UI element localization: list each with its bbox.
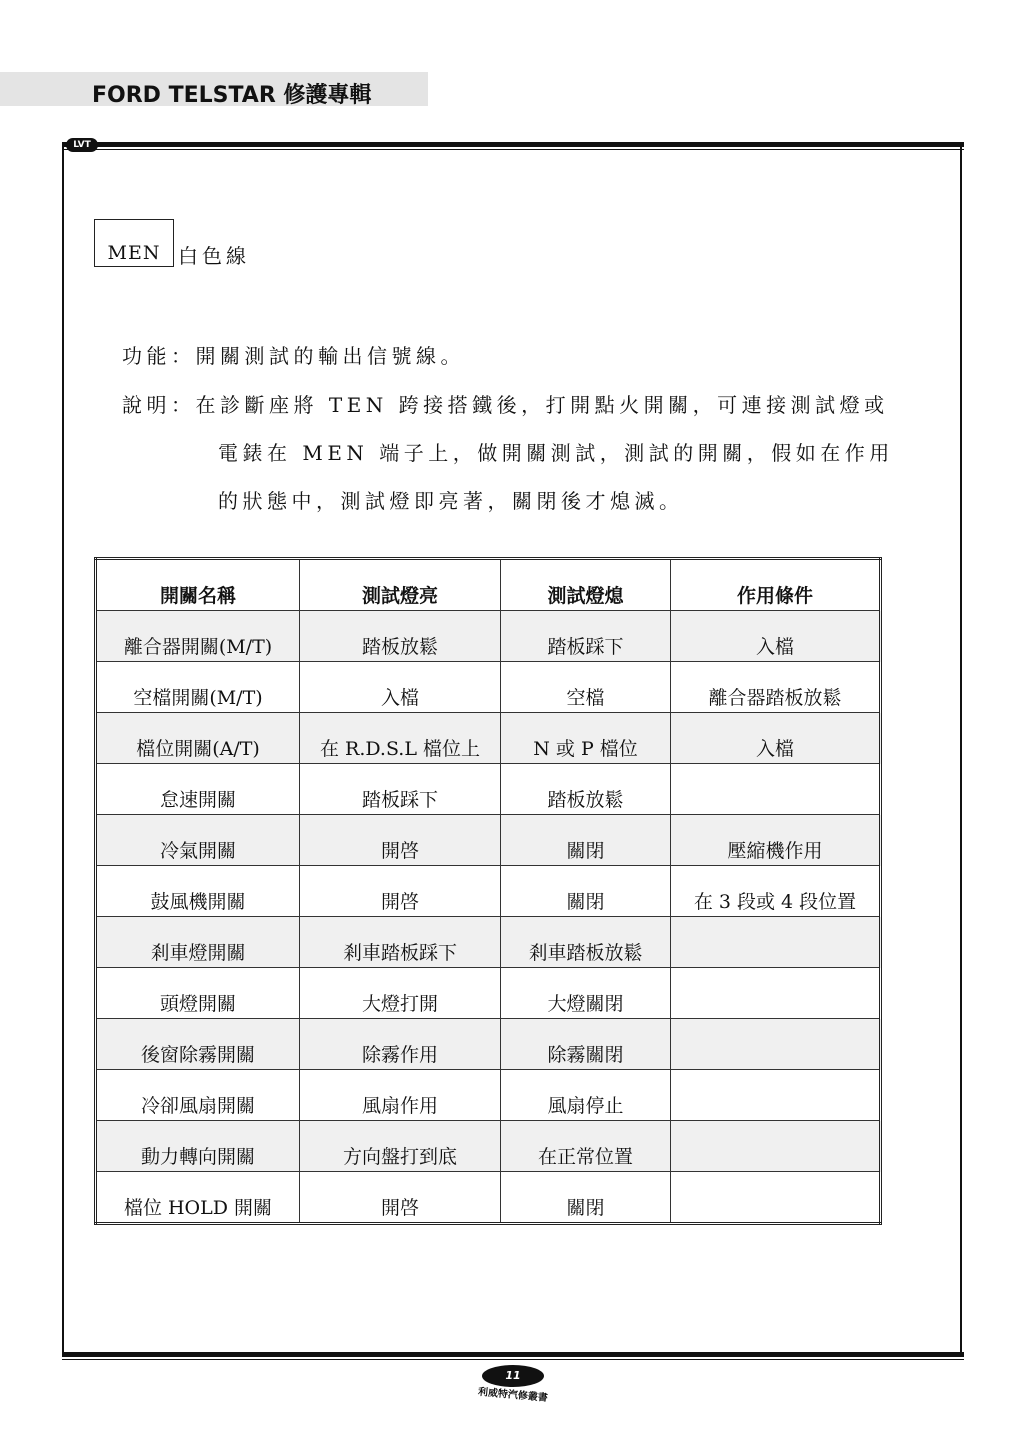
table-cell: 頭燈開關 [96, 968, 300, 1019]
page-number: 11 [482, 1365, 544, 1387]
table-cell: 動力轉向開關 [96, 1121, 300, 1172]
table-row [96, 764, 881, 815]
bottom-rule-thin [62, 1359, 964, 1360]
term-code-box: MEN [94, 219, 174, 267]
logo-badge: LVT [66, 138, 98, 152]
table-row [96, 611, 881, 662]
table-cell: 在 3 段或 4 段位置 [671, 866, 881, 917]
table-cell [671, 1121, 881, 1172]
table-header-row [96, 559, 881, 611]
table-cell: 開啓 [300, 1172, 501, 1224]
function-line: 功能：開關測試的輸出信號線。 [122, 344, 465, 368]
term-description: 白色線 [178, 244, 250, 268]
publisher-label: 利威特汽修叢書 [477, 1386, 549, 1405]
table-cell: 開啓 [300, 866, 501, 917]
table-cell: 冷氣開關 [96, 815, 300, 866]
table-cell [671, 968, 881, 1019]
table-row [96, 662, 881, 713]
table-cell: 入檔 [671, 713, 881, 764]
table-row [96, 968, 881, 1019]
header-lamp-off: 測試燈熄 [501, 559, 671, 611]
table-cell: 空檔開關(M/T) [96, 662, 300, 713]
explain-line-1: 說明：在診斷座將 TEN 跨接搭鐵後，打開點火開關，可連接測試燈或 [122, 393, 889, 417]
explain-line-2: 電錶在 MEN 端子上，做開關測試，測試的開關，假如在作用 [218, 441, 894, 465]
table-cell: 大燈打開 [300, 968, 501, 1019]
table-cell: 關閉 [501, 815, 671, 866]
table-cell: 怠速開關 [96, 764, 300, 815]
table-row [96, 815, 881, 866]
table-row [96, 1121, 881, 1172]
table-cell: 踏板放鬆 [300, 611, 501, 662]
table-cell [671, 1070, 881, 1121]
table-cell: 空檔 [501, 662, 671, 713]
table-cell [671, 764, 881, 815]
bottom-rule [62, 1352, 964, 1357]
table-cell: 關閉 [501, 1172, 671, 1224]
table-cell: N 或 P 檔位 [501, 713, 671, 764]
header-switch-name: 開關名稱 [96, 559, 300, 611]
table-cell: 風扇作用 [300, 1070, 501, 1121]
table-cell [671, 1019, 881, 1070]
table-cell: 入檔 [300, 662, 501, 713]
table-row [96, 917, 881, 968]
table-cell: 鼓風機開關 [96, 866, 300, 917]
table-cell: 檔位 HOLD 開關 [96, 1172, 300, 1224]
table-row [96, 866, 881, 917]
table-cell: 大燈關閉 [501, 968, 671, 1019]
table-cell: 踏板踩下 [300, 764, 501, 815]
table-row [96, 1019, 881, 1070]
table-cell [671, 917, 881, 968]
table-cell [671, 1172, 881, 1224]
table-cell: 剎車踏板踩下 [300, 917, 501, 968]
table-row [96, 1070, 881, 1121]
explain-line-3: 的狀態中，測試燈即亮著，關閉後才熄滅。 [218, 489, 684, 513]
table-cell: 除霧作用 [300, 1019, 501, 1070]
table-cell: 關閉 [501, 866, 671, 917]
switch-test-table [94, 557, 882, 1225]
table-cell: 冷卻風扇開關 [96, 1070, 300, 1121]
table-cell: 剎車踏板放鬆 [501, 917, 671, 968]
table-cell: 在 R.D.S.L 檔位上 [300, 713, 501, 764]
table-cell: 離合器踏板放鬆 [671, 662, 881, 713]
table-cell: 後窗除霧開關 [96, 1019, 300, 1070]
table-cell: 離合器開關(M/T) [96, 611, 300, 662]
table-cell: 壓縮機作用 [671, 815, 881, 866]
table-cell: 檔位開關(A/T) [96, 713, 300, 764]
header-lamp-on: 測試燈亮 [300, 559, 501, 611]
table-cell: 踏板踩下 [501, 611, 671, 662]
table-row [96, 713, 881, 764]
table-row [96, 1172, 881, 1224]
table-cell: 在正常位置 [501, 1121, 671, 1172]
table-cell: 入檔 [671, 611, 881, 662]
table-cell: 方向盤打到底 [300, 1121, 501, 1172]
page-title: FORD TELSTAR 修護專輯 [92, 83, 372, 108]
table-cell: 踏板放鬆 [501, 764, 671, 815]
header-condition: 作用條件 [671, 559, 881, 611]
table-cell: 開啓 [300, 815, 501, 866]
table-cell: 除霧關閉 [501, 1019, 671, 1070]
table-cell: 剎車燈開關 [96, 917, 300, 968]
table-cell: 風扇停止 [501, 1070, 671, 1121]
